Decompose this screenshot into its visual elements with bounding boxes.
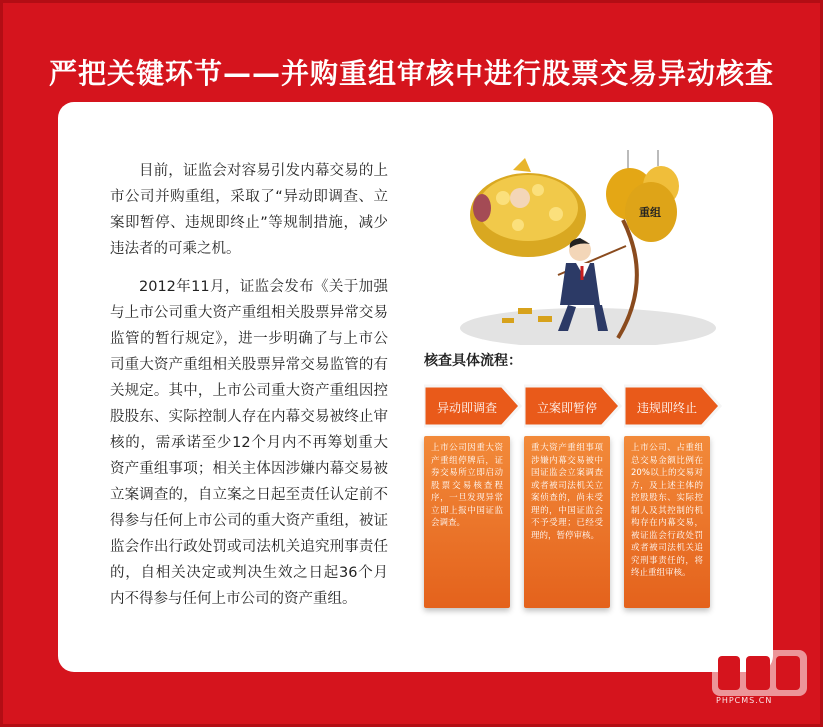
ground-shadow — [460, 308, 716, 345]
step-2-tab — [524, 382, 624, 430]
step-1-text: 上市公司因重大资产重组停牌后，证券交易所立即启动股票交易核查程序，一旦发现异常立即上报中国证监会调查。 — [431, 443, 503, 528]
step-1-label: 异动即调查 — [436, 401, 497, 415]
article-paragraph-1: 目前，证监会对容易引发内幕交易的上市公司并购重组，采取了“异动即调查、立案即暂停、违规即终止”等规制措施，减少违法者的可乘之机。 — [110, 163, 388, 257]
thief-face — [510, 188, 530, 208]
flow-title: 核查具体流程： — [424, 353, 522, 369]
balloon-label: 重组 — [639, 206, 661, 219]
page-title: 严把关键环节——并购重组审核中进行股票交易异动核查 — [48, 57, 774, 90]
step-1-description — [424, 436, 510, 608]
gold-pile — [470, 158, 586, 257]
article-body — [110, 158, 388, 624]
step-3-text: 上市公司、占重组总交易金额比例在20%以上的交易对方，及上述主体的控股股东、实际控制人及其控制的机构存在内幕交易，被证监会行政处罚或者被司法机关追究刑事责任的，将终止重组审核。 — [631, 443, 703, 578]
step-3-description — [624, 436, 710, 608]
watermark-text: PHPCMS.CN — [716, 696, 773, 705]
balloon-group — [606, 150, 679, 242]
step-3-label: 违规即终止 — [636, 401, 697, 415]
step-1-tab — [424, 382, 524, 430]
step-2-description — [524, 436, 610, 608]
step-2-text: 重大资产重组事项涉嫌内幕交易被中国证监会立案调查或者被司法机关立案侦查的，尚未受理的，中国证监会不予受理；已经受理的，暂停审核。 — [531, 443, 603, 541]
cartoon-illustration — [458, 150, 718, 345]
article-paragraph-2: 2012年11月，证监会发布《关于加强与上市公司重大资产重组相关股票异常交易监管的暂行规定》，进一步明确了与上市公司重大资产重组相关股票异常交易监管的有关规定。其中，上市公司重大资产重组因控股股东、实际控制人存在内幕交易被终止审核的，需承诺至少12个月内不再筹划重大资产重组事项；相关主体因涉嫌内幕交易被立案调查的，自立案之日起至责任认定前不得参与任何上市公司的重大资产重组，被证监会作出行政处罚或司法机关追究刑事责任的，自相关决定或判决生效之日起36个月内不得参与任何上市公司的资产重组。 — [110, 279, 388, 607]
step-2-label: 立案即暂停 — [536, 401, 597, 415]
step-3-tab — [624, 382, 724, 430]
